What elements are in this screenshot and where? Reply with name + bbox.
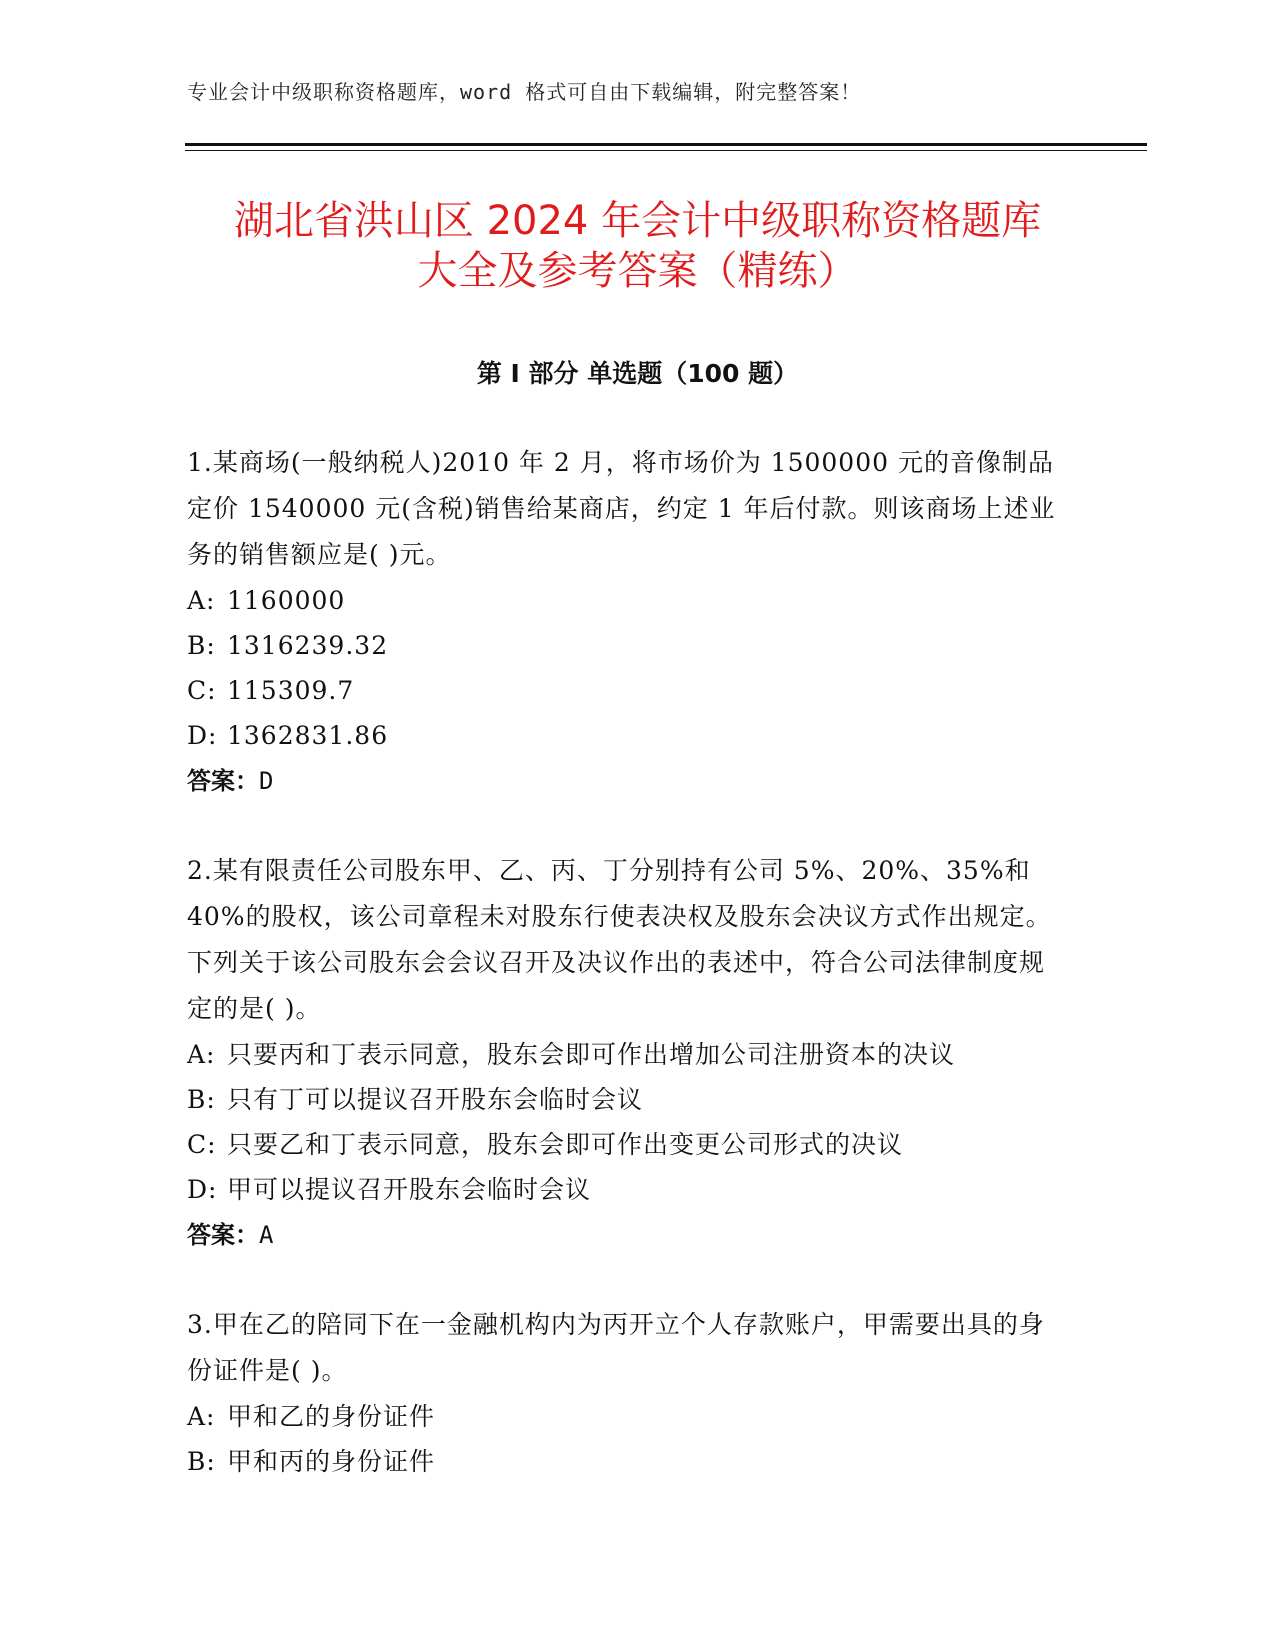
- question-1: [187, 440, 1067, 804]
- option-text: 甲和乙的身份证件: [227, 1402, 436, 1431]
- question-stem: 3.甲在乙的陪同下在一金融机构内为丙开立个人存款账户，甲需要出具的身份证件是( )。: [187, 1310, 1045, 1385]
- option-a: [187, 1032, 1067, 1077]
- question-stem: 2.某有限责任公司股东甲、乙、丙、丁分别持有公司 5%、20%、35%和 40%的股权，该公司章程未对股东行使表决权及股东会决议方式作出规定。下列关于该公司股东会会议召开及决议作出的表述中，符合公司法律制度规定的是( )。: [187, 856, 1052, 1023]
- header-rule-thick: [185, 143, 1147, 146]
- answer-label: 答案：: [187, 767, 259, 795]
- section-heading: 第 I 部分 单选题（100 题）: [476, 359, 799, 388]
- header-note: 专业会计中级职称资格题库，word 格式可自由下载编辑，附完整答案！: [187, 80, 862, 104]
- option-text: 只有丁可以提议召开股东会临时会议: [227, 1085, 644, 1114]
- title-line-2: 大全及参考答案（精练）: [417, 248, 858, 294]
- option-a: [187, 578, 1067, 623]
- option-key: C:: [187, 1130, 217, 1159]
- question-2: [187, 848, 1067, 1258]
- question-list: [187, 440, 1067, 1528]
- document-title: [150, 196, 1125, 296]
- option-c: [187, 668, 1067, 713]
- option-text: 1362831.86: [227, 721, 389, 750]
- option-key: C:: [187, 676, 217, 705]
- option-key: A:: [187, 1402, 216, 1431]
- answer-label: 答案：: [187, 1221, 259, 1249]
- option-text: 甲可以提议召开股东会临时会议: [227, 1175, 592, 1204]
- option-b: [187, 1077, 1067, 1122]
- option-key: B:: [187, 1085, 216, 1114]
- option-text: 甲和丙的身份证件: [227, 1447, 436, 1476]
- option-d: [187, 1167, 1067, 1212]
- question-stem: 1.某商场(一般纳税人)2010 年 2 月，将市场价为 1500000 元的音像制品定价 1540000 元(含税)销售给某商店，约定 1 年后付款。则该商场上述业务的销售额应是( )元。: [187, 448, 1056, 569]
- question-3: [187, 1302, 1067, 1484]
- option-text: 1160000: [227, 586, 346, 615]
- option-text: 115309.7: [227, 676, 355, 705]
- answer-value: D: [259, 767, 274, 795]
- option-key: D:: [187, 721, 218, 750]
- option-b: [187, 623, 1067, 668]
- answer-value: A: [259, 1221, 274, 1249]
- answer-line: [187, 1212, 1067, 1258]
- option-text: 只要丙和丁表示同意，股东会即可作出增加公司注册资本的决议: [227, 1040, 956, 1069]
- option-key: A:: [187, 1040, 216, 1069]
- option-a: [187, 1394, 1067, 1439]
- option-key: A:: [187, 586, 216, 615]
- option-c: [187, 1122, 1067, 1167]
- option-d: [187, 713, 1067, 758]
- option-key: B:: [187, 1447, 216, 1476]
- option-text: 只要乙和丁表示同意，股东会即可作出变更公司形式的决议: [227, 1130, 904, 1159]
- option-b: [187, 1439, 1067, 1484]
- header-rule-thin: [185, 150, 1147, 151]
- title-line-1: 湖北省洪山区 2024 年会计中级职称资格题库: [233, 198, 1042, 244]
- answer-line: [187, 758, 1067, 804]
- option-text: 1316239.32: [227, 631, 389, 660]
- option-key: B:: [187, 631, 216, 660]
- option-key: D:: [187, 1175, 218, 1204]
